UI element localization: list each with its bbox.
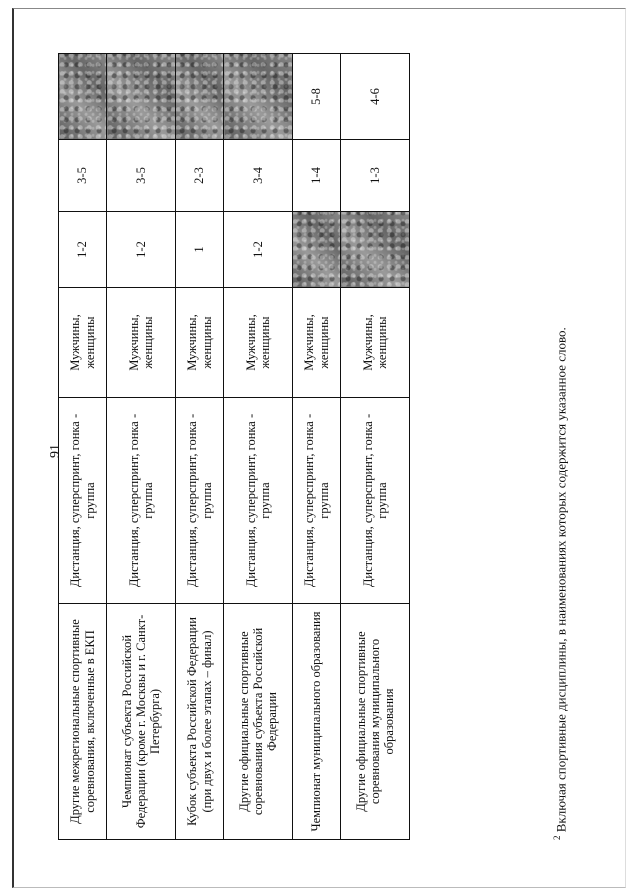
rotated-document-page — [12, 8, 626, 888]
table-row — [107, 54, 176, 840]
competition-cell: Чемпионат субъекта Российской Федерации (кроме г. Москвы и г. Санкт-Петербурга) — [107, 604, 176, 840]
gender-cell: Мужчины, женщины — [341, 288, 410, 398]
competition-cell: Кубок субъекта Российской Федерации (при двух и более этапах – финал) — [175, 604, 223, 840]
gender-cell: Мужчины, женщины — [59, 288, 107, 398]
places-cell: 3-5 — [59, 140, 107, 212]
shaded-empty-cell — [107, 54, 176, 140]
places-cell: 5-8 — [292, 54, 340, 140]
footnote — [552, 327, 569, 840]
places-cell: 1-2 — [59, 212, 107, 288]
table-row — [292, 54, 340, 840]
competition-cell: Другие межрегиональные спортивные соревнования, включенные в ЕКП — [59, 604, 107, 840]
places-cell: 1 — [175, 212, 223, 288]
shaded-empty-cell — [341, 212, 410, 288]
competition-cell: Другие официальные спортивные соревнования муниципального образования — [341, 604, 410, 840]
page-number: 91 — [48, 444, 63, 458]
discipline-cell: Дистанция, суперспринт, гонка - группа — [59, 398, 107, 604]
table-row — [59, 54, 107, 840]
places-cell: 1-2 — [224, 212, 293, 288]
discipline-cell: Дистанция, суперспринт, гонка - группа — [341, 398, 410, 604]
competition-cell: Чемпионат муниципального образования — [292, 604, 340, 840]
shaded-empty-cell — [175, 54, 223, 140]
places-cell: 1-3 — [341, 140, 410, 212]
sports-ranks-table — [58, 53, 410, 840]
discipline-cell: Дистанция, суперспринт, гонка - группа — [175, 398, 223, 604]
table-row — [175, 54, 223, 840]
gender-cell: Мужчины, женщины — [292, 288, 340, 398]
discipline-cell: Дистанция, суперспринт, гонка - группа — [292, 398, 340, 604]
table-row — [224, 54, 293, 840]
shaded-empty-cell — [59, 54, 107, 140]
gender-cell: Мужчины, женщины — [224, 288, 293, 398]
discipline-cell: Дистанция, суперспринт, гонка - группа — [107, 398, 176, 604]
places-cell: 3-5 — [107, 140, 176, 212]
places-cell: 3-4 — [224, 140, 293, 212]
footnote-marker: 2 — [552, 835, 562, 840]
footnote-text: Включая спортивные дисциплины, в наименованиях которых содержится указанное слово. — [553, 327, 569, 836]
table-row — [341, 54, 410, 840]
places-cell: 1-4 — [292, 140, 340, 212]
places-cell: 4-6 — [341, 54, 410, 140]
shaded-empty-cell — [292, 212, 340, 288]
gender-cell: Мужчины, женщины — [107, 288, 176, 398]
shaded-empty-cell — [224, 54, 293, 140]
gender-cell: Мужчины, женщины — [175, 288, 223, 398]
places-cell: 2-3 — [175, 140, 223, 212]
places-cell: 1-2 — [107, 212, 176, 288]
discipline-cell: Дистанция, суперспринт, гонка - группа — [224, 398, 293, 604]
competition-cell: Другие официальные спортивные соревнования субъекта Российской Федерации — [224, 604, 293, 840]
